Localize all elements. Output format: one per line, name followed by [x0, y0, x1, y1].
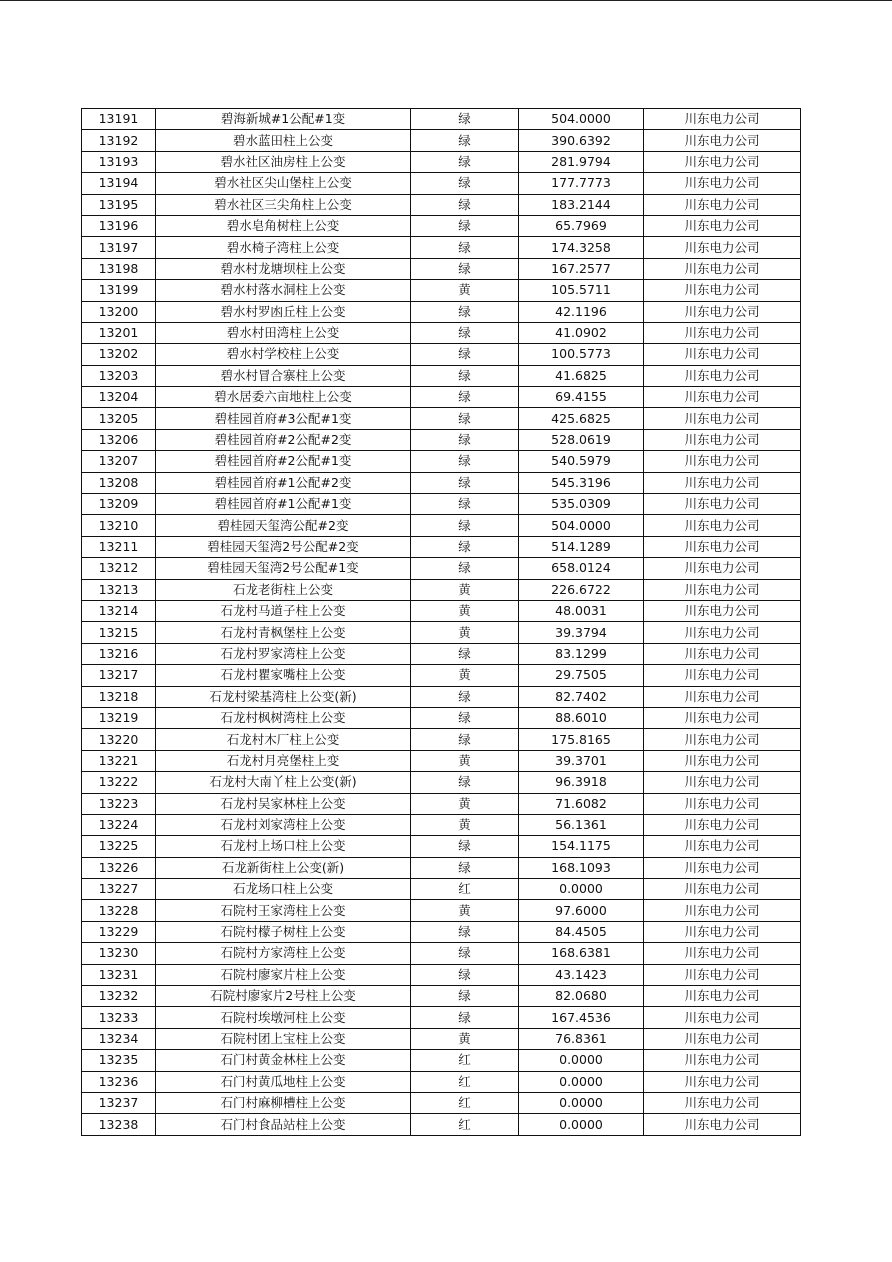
company-name: 川东电力公司	[644, 109, 801, 130]
table-row	[82, 600, 801, 621]
transformer-name: 碧桂园首府#2公配#2变	[156, 429, 411, 450]
table-row	[82, 215, 801, 236]
status-color: 红	[411, 1071, 519, 1092]
table-row	[82, 921, 801, 942]
row-number: 13197	[82, 237, 156, 258]
row-number: 13209	[82, 494, 156, 515]
status-color: 绿	[411, 408, 519, 429]
table-row	[82, 943, 801, 964]
capacity-value: 535.0309	[519, 494, 644, 515]
capacity-value: 390.6392	[519, 130, 644, 151]
company-name: 川东电力公司	[644, 814, 801, 835]
company-name: 川东电力公司	[644, 879, 801, 900]
row-number: 13212	[82, 558, 156, 579]
status-color: 绿	[411, 857, 519, 878]
status-color: 黄	[411, 665, 519, 686]
status-color: 黄	[411, 622, 519, 643]
status-color: 绿	[411, 943, 519, 964]
row-number: 13208	[82, 472, 156, 493]
row-number: 13216	[82, 643, 156, 664]
company-name: 川东电力公司	[644, 536, 801, 557]
company-name: 川东电力公司	[644, 365, 801, 386]
company-name: 川东电力公司	[644, 729, 801, 750]
status-color: 绿	[411, 322, 519, 343]
company-name: 川东电力公司	[644, 964, 801, 985]
company-name: 川东电力公司	[644, 173, 801, 194]
company-name: 川东电力公司	[644, 215, 801, 236]
capacity-value: 100.5773	[519, 344, 644, 365]
company-name: 川东电力公司	[644, 836, 801, 857]
row-number: 13192	[82, 130, 156, 151]
status-color: 绿	[411, 451, 519, 472]
transformer-name: 碧桂园首府#2公配#1变	[156, 451, 411, 472]
transformer-name: 石龙新街柱上公变(新)	[156, 857, 411, 878]
company-name: 川东电力公司	[644, 579, 801, 600]
capacity-value: 167.2577	[519, 258, 644, 279]
capacity-value: 41.6825	[519, 365, 644, 386]
capacity-value: 545.3196	[519, 472, 644, 493]
capacity-value: 174.3258	[519, 237, 644, 258]
row-number: 13200	[82, 301, 156, 322]
transformer-name: 石龙村大南丫柱上公变(新)	[156, 772, 411, 793]
company-name: 川东电力公司	[644, 665, 801, 686]
table-row	[82, 879, 801, 900]
status-color: 绿	[411, 686, 519, 707]
capacity-value: 528.0619	[519, 429, 644, 450]
company-name: 川东电力公司	[644, 130, 801, 151]
table-row	[82, 986, 801, 1007]
capacity-value: 0.0000	[519, 1114, 644, 1135]
transformer-name: 碧桂园首府#3公配#1变	[156, 408, 411, 429]
table-row	[82, 130, 801, 151]
table-row	[82, 173, 801, 194]
status-color: 绿	[411, 921, 519, 942]
row-number: 13224	[82, 814, 156, 835]
table-row	[82, 429, 801, 450]
transformer-name: 碧海新城#1公配#1变	[156, 109, 411, 130]
transformer-name: 石门村黄瓜地柱上公变	[156, 1071, 411, 1092]
row-number: 13215	[82, 622, 156, 643]
company-name: 川东电力公司	[644, 921, 801, 942]
capacity-value: 425.6825	[519, 408, 644, 429]
company-name: 川东电力公司	[644, 1114, 801, 1135]
row-number: 13211	[82, 536, 156, 557]
transformer-name: 石院村埃墩河柱上公变	[156, 1007, 411, 1028]
company-name: 川东电力公司	[644, 707, 801, 728]
status-color: 绿	[411, 194, 519, 215]
status-color: 绿	[411, 472, 519, 493]
company-name: 川东电力公司	[644, 494, 801, 515]
transformer-name: 石龙村月亮堡柱上变	[156, 750, 411, 771]
capacity-value: 281.9794	[519, 151, 644, 172]
capacity-value: 154.1175	[519, 836, 644, 857]
company-name: 川东电力公司	[644, 750, 801, 771]
row-number: 13237	[82, 1092, 156, 1113]
row-number: 13204	[82, 387, 156, 408]
table-row	[82, 387, 801, 408]
row-number: 13194	[82, 173, 156, 194]
table-row	[82, 1050, 801, 1071]
transformer-name: 碧桂园天玺湾2号公配#1变	[156, 558, 411, 579]
row-number: 13233	[82, 1007, 156, 1028]
row-number: 13206	[82, 429, 156, 450]
company-name: 川东电力公司	[644, 280, 801, 301]
row-number: 13205	[82, 408, 156, 429]
capacity-value: 83.1299	[519, 643, 644, 664]
company-name: 川东电力公司	[644, 451, 801, 472]
row-number: 13231	[82, 964, 156, 985]
capacity-value: 82.7402	[519, 686, 644, 707]
company-name: 川东电力公司	[644, 1092, 801, 1113]
row-number: 13203	[82, 365, 156, 386]
capacity-value: 183.2144	[519, 194, 644, 215]
table-row	[82, 643, 801, 664]
table-row	[82, 750, 801, 771]
company-name: 川东电力公司	[644, 686, 801, 707]
capacity-value: 168.6381	[519, 943, 644, 964]
transformer-name: 碧水村冒合寨柱上公变	[156, 365, 411, 386]
status-color: 红	[411, 1050, 519, 1071]
capacity-value: 65.7969	[519, 215, 644, 236]
status-color: 黄	[411, 600, 519, 621]
capacity-value: 88.6010	[519, 707, 644, 728]
capacity-value: 514.1289	[519, 536, 644, 557]
capacity-value: 105.5711	[519, 280, 644, 301]
transformer-name: 石门村麻柳槽柱上公变	[156, 1092, 411, 1113]
transformer-name: 石门村黄金林柱上公变	[156, 1050, 411, 1071]
status-color: 黄	[411, 750, 519, 771]
row-number: 13230	[82, 943, 156, 964]
transformer-name: 碧水居委六亩地柱上公变	[156, 387, 411, 408]
table-row	[82, 515, 801, 536]
row-number: 13236	[82, 1071, 156, 1092]
row-number: 13221	[82, 750, 156, 771]
company-name: 川东电力公司	[644, 387, 801, 408]
status-color: 绿	[411, 130, 519, 151]
company-name: 川东电力公司	[644, 622, 801, 643]
capacity-value: 540.5979	[519, 451, 644, 472]
company-name: 川东电力公司	[644, 857, 801, 878]
status-color: 绿	[411, 707, 519, 728]
table-row	[82, 1007, 801, 1028]
capacity-value: 97.6000	[519, 900, 644, 921]
row-number: 13232	[82, 986, 156, 1007]
table-row	[82, 280, 801, 301]
transformer-name: 碧水村学校柱上公变	[156, 344, 411, 365]
status-color: 绿	[411, 729, 519, 750]
capacity-value: 177.7773	[519, 173, 644, 194]
status-color: 绿	[411, 494, 519, 515]
transformer-name: 碧水村龙塘坝柱上公变	[156, 258, 411, 279]
capacity-value: 39.3794	[519, 622, 644, 643]
capacity-value: 56.1361	[519, 814, 644, 835]
transformer-name: 石龙村吴家林柱上公变	[156, 793, 411, 814]
company-name: 川东电力公司	[644, 237, 801, 258]
row-number: 13228	[82, 900, 156, 921]
capacity-value: 168.1093	[519, 857, 644, 878]
row-number: 13222	[82, 772, 156, 793]
row-number: 13193	[82, 151, 156, 172]
row-number: 13202	[82, 344, 156, 365]
table-row	[82, 1092, 801, 1113]
table-row	[82, 793, 801, 814]
table-row	[82, 1071, 801, 1092]
transformer-name: 碧水社区尖山堡柱上公变	[156, 173, 411, 194]
row-number: 13219	[82, 707, 156, 728]
transformer-name: 石龙村马道子柱上公变	[156, 600, 411, 621]
company-name: 川东电力公司	[644, 515, 801, 536]
table-row	[82, 365, 801, 386]
company-name: 川东电力公司	[644, 943, 801, 964]
row-number: 13207	[82, 451, 156, 472]
table-row	[82, 836, 801, 857]
transformer-name: 碧水社区三尖角柱上公变	[156, 194, 411, 215]
status-color: 黄	[411, 814, 519, 835]
table-row	[82, 536, 801, 557]
table-row	[82, 622, 801, 643]
company-name: 川东电力公司	[644, 1071, 801, 1092]
transformer-name: 石龙老街柱上公变	[156, 579, 411, 600]
transformer-name: 碧水蓝田柱上公变	[156, 130, 411, 151]
row-number: 13238	[82, 1114, 156, 1135]
table-row	[82, 1028, 801, 1049]
transformer-name: 石院村团上宝柱上公变	[156, 1028, 411, 1049]
transformer-name: 碧桂园天玺湾2号公配#2变	[156, 536, 411, 557]
transformer-name: 石院村檬子树柱上公变	[156, 921, 411, 942]
table-row	[82, 408, 801, 429]
table-row	[82, 665, 801, 686]
company-name: 川东电力公司	[644, 772, 801, 793]
capacity-value: 658.0124	[519, 558, 644, 579]
transformer-capacity-table	[81, 108, 801, 1136]
status-color: 黄	[411, 1028, 519, 1049]
row-number: 13198	[82, 258, 156, 279]
row-number: 13229	[82, 921, 156, 942]
status-color: 绿	[411, 643, 519, 664]
capacity-value: 71.6082	[519, 793, 644, 814]
transformer-name: 石龙村上场口柱上公变	[156, 836, 411, 857]
transformer-name: 碧水村罗凼丘柱上公变	[156, 301, 411, 322]
table-row	[82, 814, 801, 835]
page-top-border	[0, 0, 892, 1]
status-color: 绿	[411, 301, 519, 322]
table-row	[82, 686, 801, 707]
transformer-name: 石院村廖家片柱上公变	[156, 964, 411, 985]
transformer-name: 石龙村罗家湾柱上公变	[156, 643, 411, 664]
row-number: 13213	[82, 579, 156, 600]
table-row	[82, 1114, 801, 1135]
table-row	[82, 558, 801, 579]
row-number: 13201	[82, 322, 156, 343]
status-color: 绿	[411, 344, 519, 365]
company-name: 川东电力公司	[644, 1050, 801, 1071]
company-name: 川东电力公司	[644, 558, 801, 579]
status-color: 黄	[411, 579, 519, 600]
table-row	[82, 109, 801, 130]
transformer-name: 碧水皂角树柱上公变	[156, 215, 411, 236]
row-number: 13195	[82, 194, 156, 215]
table-row	[82, 451, 801, 472]
transformer-name: 石龙村木厂柱上公变	[156, 729, 411, 750]
company-name: 川东电力公司	[644, 301, 801, 322]
transformer-name: 石院村方家湾柱上公变	[156, 943, 411, 964]
table-row	[82, 964, 801, 985]
row-number: 13225	[82, 836, 156, 857]
row-number: 13214	[82, 600, 156, 621]
company-name: 川东电力公司	[644, 986, 801, 1007]
table-row	[82, 472, 801, 493]
status-color: 绿	[411, 964, 519, 985]
status-color: 绿	[411, 558, 519, 579]
row-number: 13210	[82, 515, 156, 536]
row-number: 13223	[82, 793, 156, 814]
transformer-name: 石龙村枫树湾柱上公变	[156, 707, 411, 728]
company-name: 川东电力公司	[644, 472, 801, 493]
capacity-value: 175.8165	[519, 729, 644, 750]
row-number: 13226	[82, 857, 156, 878]
transformer-name: 石龙村瞿家嘴柱上公变	[156, 665, 411, 686]
table-row	[82, 322, 801, 343]
status-color: 绿	[411, 429, 519, 450]
table-row	[82, 494, 801, 515]
transformer-name: 石龙场口柱上公变	[156, 879, 411, 900]
row-number: 13196	[82, 215, 156, 236]
company-name: 川东电力公司	[644, 151, 801, 172]
transformer-name: 石龙村青枫堡柱上公变	[156, 622, 411, 643]
row-number: 13191	[82, 109, 156, 130]
table-row	[82, 258, 801, 279]
transformer-name: 石院村王家湾柱上公变	[156, 900, 411, 921]
status-color: 绿	[411, 215, 519, 236]
company-name: 川东电力公司	[644, 793, 801, 814]
transformer-name: 碧水村田湾柱上公变	[156, 322, 411, 343]
capacity-value: 42.1196	[519, 301, 644, 322]
status-color: 绿	[411, 515, 519, 536]
status-color: 绿	[411, 237, 519, 258]
status-color: 绿	[411, 986, 519, 1007]
status-color: 黄	[411, 793, 519, 814]
row-number: 13218	[82, 686, 156, 707]
capacity-value: 41.0902	[519, 322, 644, 343]
transformer-name: 石门村食品站柱上公变	[156, 1114, 411, 1135]
table-row	[82, 707, 801, 728]
transformer-name: 碧桂园首府#1公配#1变	[156, 494, 411, 515]
capacity-value: 48.0031	[519, 600, 644, 621]
capacity-value: 96.3918	[519, 772, 644, 793]
status-color: 黄	[411, 280, 519, 301]
capacity-value: 29.7505	[519, 665, 644, 686]
transformer-name: 碧桂园天玺湾公配#2变	[156, 515, 411, 536]
company-name: 川东电力公司	[644, 408, 801, 429]
company-name: 川东电力公司	[644, 1007, 801, 1028]
table-row	[82, 237, 801, 258]
table-row	[82, 151, 801, 172]
transformer-name: 石院村廖家片2号柱上公变	[156, 986, 411, 1007]
status-color: 绿	[411, 173, 519, 194]
capacity-value: 0.0000	[519, 1092, 644, 1113]
transformer-name: 石龙村刘家湾柱上公变	[156, 814, 411, 835]
capacity-value: 39.3701	[519, 750, 644, 771]
status-color: 红	[411, 1092, 519, 1113]
transformer-name: 石龙村梁基湾柱上公变(新)	[156, 686, 411, 707]
transformer-name: 碧水社区油房柱上公变	[156, 151, 411, 172]
status-color: 红	[411, 879, 519, 900]
company-name: 川东电力公司	[644, 258, 801, 279]
row-number: 13220	[82, 729, 156, 750]
company-name: 川东电力公司	[644, 1028, 801, 1049]
company-name: 川东电力公司	[644, 429, 801, 450]
status-color: 绿	[411, 536, 519, 557]
status-color: 绿	[411, 151, 519, 172]
row-number: 13227	[82, 879, 156, 900]
company-name: 川东电力公司	[644, 194, 801, 215]
capacity-value: 504.0000	[519, 515, 644, 536]
capacity-value: 0.0000	[519, 1071, 644, 1092]
capacity-value: 43.1423	[519, 964, 644, 985]
transformer-name: 碧水村落水洞柱上公变	[156, 280, 411, 301]
status-color: 绿	[411, 1007, 519, 1028]
company-name: 川东电力公司	[644, 900, 801, 921]
status-color: 红	[411, 1114, 519, 1135]
company-name: 川东电力公司	[644, 643, 801, 664]
company-name: 川东电力公司	[644, 600, 801, 621]
row-number: 13199	[82, 280, 156, 301]
row-number: 13234	[82, 1028, 156, 1049]
table-row	[82, 857, 801, 878]
capacity-value: 69.4155	[519, 387, 644, 408]
capacity-value: 504.0000	[519, 109, 644, 130]
status-color: 绿	[411, 836, 519, 857]
table-row	[82, 772, 801, 793]
status-color: 绿	[411, 365, 519, 386]
company-name: 川东电力公司	[644, 322, 801, 343]
table-row	[82, 729, 801, 750]
capacity-value: 167.4536	[519, 1007, 644, 1028]
company-name: 川东电力公司	[644, 344, 801, 365]
capacity-value: 76.8361	[519, 1028, 644, 1049]
capacity-value: 82.0680	[519, 986, 644, 1007]
status-color: 绿	[411, 109, 519, 130]
table-row	[82, 579, 801, 600]
capacity-value: 226.6722	[519, 579, 644, 600]
row-number: 13235	[82, 1050, 156, 1071]
capacity-value: 0.0000	[519, 879, 644, 900]
table-row	[82, 301, 801, 322]
table-row	[82, 900, 801, 921]
table-row	[82, 344, 801, 365]
row-number: 13217	[82, 665, 156, 686]
table-row	[82, 194, 801, 215]
status-color: 绿	[411, 387, 519, 408]
capacity-value: 0.0000	[519, 1050, 644, 1071]
capacity-value: 84.4505	[519, 921, 644, 942]
transformer-name: 碧水椅子湾柱上公变	[156, 237, 411, 258]
status-color: 黄	[411, 900, 519, 921]
transformer-name: 碧桂园首府#1公配#2变	[156, 472, 411, 493]
status-color: 绿	[411, 258, 519, 279]
status-color: 绿	[411, 772, 519, 793]
table-body	[82, 109, 801, 1136]
